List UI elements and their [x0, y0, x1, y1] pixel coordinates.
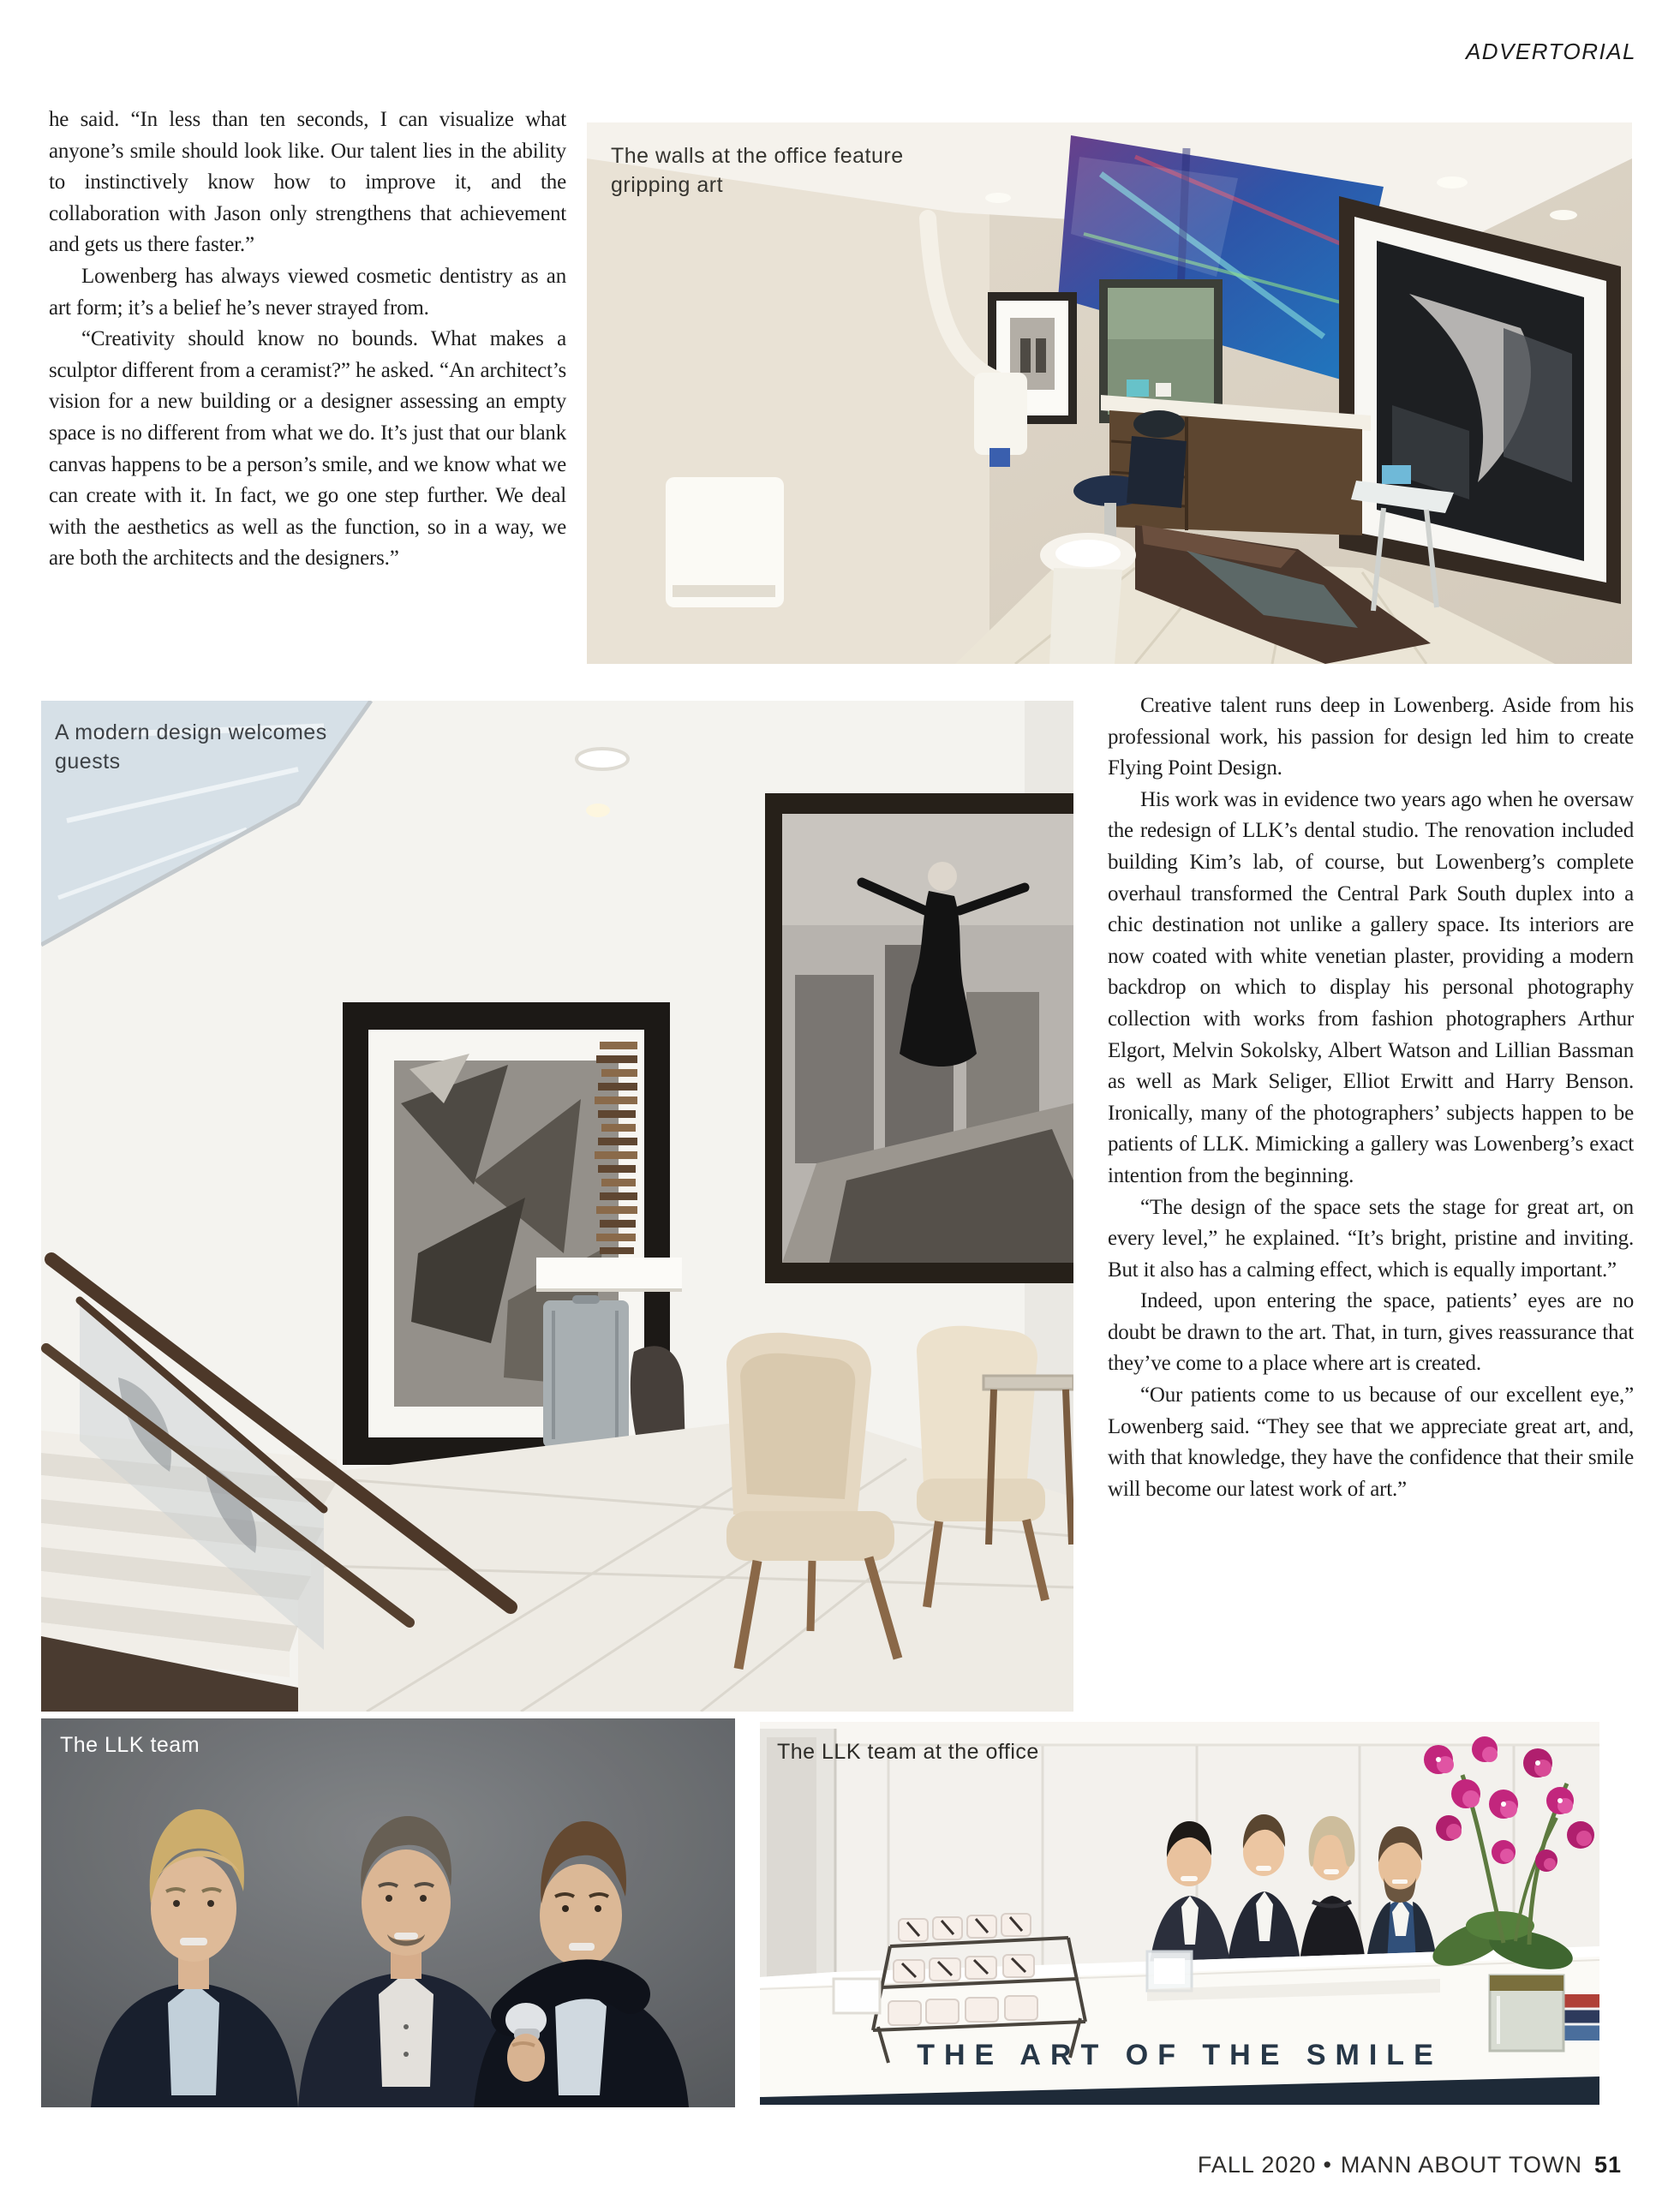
- paragraph: “Our patients come to us because of our excellent eye,” Lowenberg said. “They see that we appreciate great art, and, with that knowledge, they have the confidence that their smile will become our latest work of art.”: [1108, 1383, 1634, 1501]
- paragraph: His work was in evidence two years ago when he oversaw the redesign of LLK’s dental studio. The renovation included building Kim’s lab, of course, but Lowenberg’s complete overhaul transformed the Central Park South duplex into a chic destination not unlike a gallery space. Its interiors are now coated with white venetian plaster, providing a modern backdrop on which to display his personal photography collection with works from fashion photographers Arthur Elgort, Melvin Sokolsky, Albert Watson and Lillian Bassman as well as Mark Seliger, Elliot Erwitt and Harry Benson. Ironically, many of the photographers’ subjects happen to be patients of LLK. Mimicking a gallery was Lowenberg’s exact intention from the beginning.: [1108, 787, 1634, 1187]
- paragraph: “The design of the space sets the stage for great art, on every level,” he explained. “It’s bright, pristine and inviting. But it also has a calming effect, which is equally important.”: [1108, 1195, 1634, 1282]
- page-number: 51: [1593, 2152, 1622, 2178]
- dental-office-illustration: [587, 122, 1632, 664]
- staircase-illustration: [41, 701, 1073, 1712]
- footer-magazine: MANN ABOUT TOWN: [1340, 2152, 1582, 2178]
- paragraph: he said. “In less than ten seconds, I can visualize what anyone’s smile should look like. Our talent lies in the ability to instinctively know how to improve it, and the collaboration with Jason only strengthens that achievement and gets us there faster.”: [49, 108, 566, 257]
- advertorial-header: ADVERTORIAL: [1465, 39, 1636, 64]
- photo-llk-team: [41, 1718, 735, 2107]
- photo-caption: A modern design welcomes guests: [55, 720, 327, 774]
- paragraph: “Creativity should know no bounds. What makes a sculptor different from a ceramist?” he asked. “An architect’s vision for a new building or a designer assessing an empty space is no different from what we do. It’s just that our blank canvas happens to be a person’s smile, and we know what we can create with it. In fact, we go one step further. We deal with the aesthetics as well as the function, so in a way, we are both the architects and the designers.”: [49, 327, 566, 571]
- page-footer: [1198, 2152, 1622, 2178]
- footer-issue: FALL 2020: [1197, 2152, 1317, 2178]
- photo-entry-staircase: [41, 701, 1073, 1712]
- paragraph: Creative talent runs deep in Lowenberg. Aside from his professional work, his passion for design led him to create Flying Point Design.: [1108, 694, 1634, 780]
- paragraph: Indeed, upon entering the space, patients’ eyes are no doubt be drawn to the art. That, in turn, gives reassurance that they’ve come to a place where art is created.: [1108, 1289, 1634, 1376]
- photo-dental-office: [587, 122, 1632, 664]
- footer-bullet: •: [1323, 2152, 1332, 2178]
- article-column-right: [1108, 690, 1634, 1505]
- photo-team-at-office: [760, 1722, 1599, 2105]
- team-portrait-illustration: [41, 1718, 735, 2107]
- paragraph: Lowenberg has always viewed cosmetic dentistry as an art form; it’s a belief he’s never strayed from.: [49, 264, 566, 320]
- photo-caption: The walls at the office feature gripping art: [611, 144, 904, 197]
- article-column-left: [49, 105, 566, 575]
- desk-sign-text: THE ART OF THE SMILE: [917, 2039, 1443, 2071]
- photo-caption: The LLK team: [60, 1733, 200, 1757]
- photo-caption: The LLK team at the office: [777, 1740, 1039, 1764]
